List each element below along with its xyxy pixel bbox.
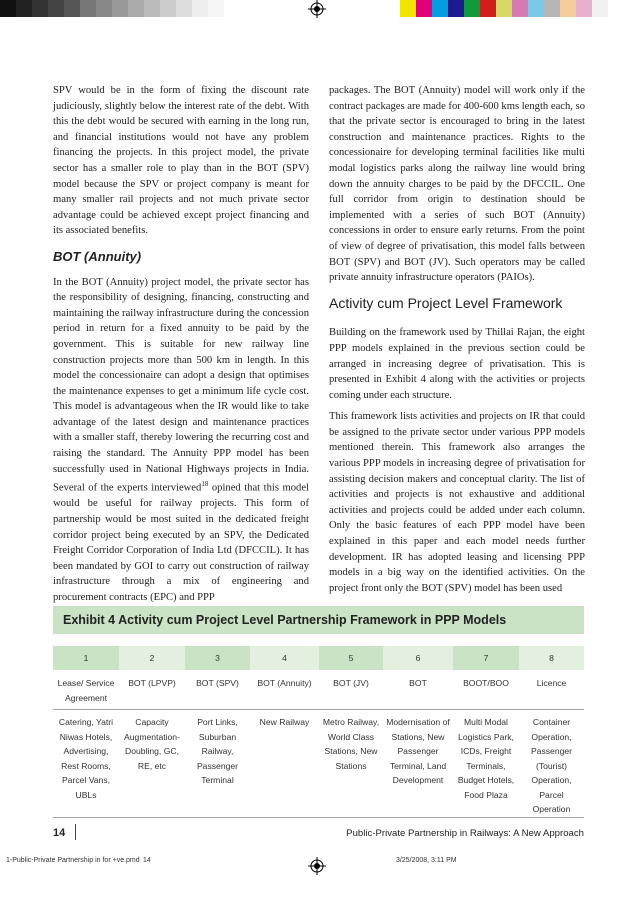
model-name: Lease/ Service Agreement (53, 670, 119, 710)
exhibit-title: Exhibit 4 Activity cum Project Level Partnership Framework in PPP Models (53, 606, 584, 634)
model-number: 8 (519, 646, 584, 670)
right-paragraph-3: This framework lists activities and projects on IR that could be assigned to the private sector under various PPP models mentioned therein. This framework also arranges the various PPP models in increasing degree of privatisation for assisting decision makers and conceptual clarity. The list of activities and projects is not exhaustive and additional activities and projects could be added under each column. Only the basic features of each PPP model have been explained in this paper and each model needs further development. IR has adopted leasing and licensing PPP models in a big way on the identified activities. On the project front only the BOT (SPV) model has been used (329, 411, 585, 594)
footnote-reference: 18 (201, 480, 209, 489)
left-text-column (53, 83, 309, 612)
right-text-column (329, 83, 585, 602)
left-paragraph-2-continued: opined that this model would be useful for railway projects. This form of partnership would be most suited in the dedicated freight corridor project being executed by an SPV, the Dedicated Freight Corridor Corporation of India Ltd (DFCCIL). It has been mandated by GOI to carry out construction of railway infrastructure through a mix of engineering and procurement contracts (EPC) and PPP (53, 482, 309, 603)
color-registration-bar (400, 0, 624, 17)
model-activities: Modernisation of Stations, New Passenger Terminal, Land Development (383, 710, 453, 818)
bot-annuity-heading: BOT (Annuity) (53, 248, 142, 264)
exhibit-table (53, 646, 584, 818)
model-activities: Port Links, Suburban Railway, Passenger Terminal (185, 710, 250, 818)
model-activities: Capacity Augmentation- Doubling, GC, RE, etc (119, 710, 185, 818)
model-name: BOT (JV) (319, 670, 383, 710)
running-title: Public-Private Partnership in Railways: A New Approach (346, 828, 584, 839)
model-name: BOT (SPV) (185, 670, 250, 710)
slug-filename: 1-Public-Private Partnership in for +ve.pmd (6, 857, 140, 864)
model-number: 4 (250, 646, 319, 670)
framework-section-heading: Activity cum Project Level Framework (329, 294, 563, 311)
model-number: 5 (319, 646, 383, 670)
exhibit-number-row (53, 646, 584, 670)
model-name: BOT (LPVP) (119, 670, 185, 710)
model-activities: Multi Modal Logistics Park, ICDs, Freight Terminals, Budget Hotels, Food Plaza (453, 710, 519, 818)
model-number: 6 (383, 646, 453, 670)
model-number: 3 (185, 646, 250, 670)
footer-divider (75, 824, 76, 840)
model-number: 1 (53, 646, 119, 670)
model-name: Licence (519, 670, 584, 710)
model-activities: Metro Railway, World Class Stations, New Stations (319, 710, 383, 818)
bottom-registration-crosshair-icon (308, 857, 326, 875)
grayscale-registration-bar (0, 0, 224, 17)
right-paragraph-2: Building on the framework used by Thillai Rajan, the eight PPP models explained in the previous section could be arranged in increasing degree of privatisation. This is presented in Exhibit 4 along with the activities or projects coming under each structure. (329, 327, 585, 401)
model-activities: Container Operation, Passenger (Tourist) Operation, Parcel Operation (519, 710, 584, 818)
model-activities: Catering, Yatri Niwas Hotels, Advertising, Rest Rooms, Parcel Vans, UBLs (53, 710, 119, 818)
left-paragraph-1: SPV would be in the form of fixing the discount rate judiciously, slightly below the interest rate of the debt. With this the debt would be secured with earning in the long run, and financial institutions would not have any problem financing the projects. In this project model, the private sector has a smaller role to play than in the BOT (SPV) model because the SPV or project company is meant for many smaller rail projects and not much private sector advantage could be achieved except project financing and its associated benefits. (53, 85, 309, 237)
model-name: BOT (Annuity) (250, 670, 319, 710)
left-paragraph-2 (53, 275, 309, 606)
model-name: BOT (383, 670, 453, 710)
right-paragraph-1: packages. The BOT (Annuity) model will work only if the contract packages are made for 400-600 kms length each, so that the private sector is encouraged to bring in the latest construction and maintenance practices. Rights to the concessionaire for developing terminal facilities like multi modal logistics parks along the railway line would bring down the annuity charges to be paid by the DFCCIL. One full corridor from origin to destination should be implemented with a series of such BOT (Annuity) concessions in order to ensure early returns. From the point of view of degree of privatisation, this model falls between BOT (SPV) and BOT (JV). Such operators may be called private annuity infrastructure operators (PAIOs). (329, 85, 585, 284)
model-number: 7 (453, 646, 519, 670)
slug-page: 14 (143, 857, 151, 864)
model-name: BOOT/BOO (453, 670, 519, 710)
slug-timestamp: 3/25/2008, 3:11 PM (396, 857, 457, 864)
left-paragraph-2-text: In the BOT (Annuity) project model, the private sector has the responsibility of designing, financing, constructing and maintaining the railway infrastructure during the concession period in return for a fixed annuity to be paid by the government. This is suitable for new railway line construction projects more than 500 km in length. In this model the concessionaire can adopt a design that optimises the maintenance expenses to get a minimum life cycle cost. This model is advantageous when the IR would like to take advantage of the latest design and maintenance practices with a smaller staff, thereby lowering the recurring cost and raising the standard. The Annuity PPP model has been successfully used in National Highways projects in India. Several of the experts interviewed (53, 276, 309, 494)
exhibit-activity-row (53, 710, 584, 818)
model-activities: New Railway (250, 710, 319, 818)
model-number: 2 (119, 646, 185, 670)
exhibit-model-row (53, 670, 584, 710)
page-number: 14 (53, 827, 66, 839)
top-registration-crosshair-icon (308, 0, 326, 18)
